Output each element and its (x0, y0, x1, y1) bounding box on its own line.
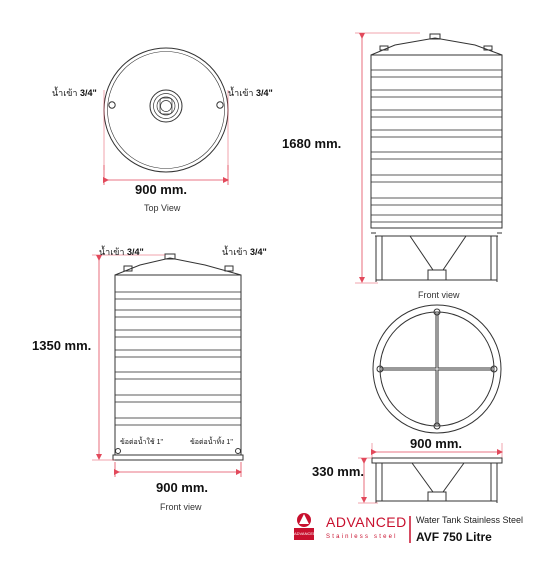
top-view-drawing (104, 48, 228, 172)
front-view-width-label: 900 mm. (156, 480, 209, 495)
front-view-caption: Front view (160, 502, 202, 512)
tank-band (115, 418, 241, 425)
front-view-height-dimension (92, 255, 165, 460)
stand-front-drawing (372, 458, 502, 503)
tank-band (115, 330, 241, 337)
tank-band (371, 110, 502, 117)
tank-band (115, 292, 241, 299)
front-view-stand-drawing (371, 34, 502, 282)
front-view-rings (115, 292, 241, 425)
top-view-caption: Top View (144, 203, 181, 213)
tank-band (371, 90, 502, 97)
stand-top-view-drawing (373, 305, 501, 433)
stand-height-label: 330 mm. (312, 464, 365, 479)
top-view-width-dimension (104, 90, 228, 185)
front-view-inlet-right-size: 3/4" (250, 247, 267, 257)
front-view-inlet-left-label (99, 245, 144, 259)
front-view-inlet-left-text: น้ำเข้า (99, 247, 125, 257)
brand-logo-text: ADVANCED (294, 531, 316, 536)
stand-width-label: 900 mm. (410, 436, 463, 451)
front-view-height-label: 1350 mm. (32, 338, 92, 353)
front-view-inlet-right-label (222, 245, 267, 259)
top-view-inlet-right-size: 3/4" (256, 88, 273, 98)
brand-subtitle: Stainless steel (326, 534, 398, 540)
tank-band (371, 175, 502, 182)
tank-band (371, 70, 502, 77)
top-view-inlet-left-text: น้ำเข้า (52, 88, 78, 98)
front-view-width-dimension (115, 462, 241, 477)
top-view-width-label: 900 mm. (135, 182, 188, 197)
product-model: AVF 750 Litre (416, 530, 492, 544)
tank-band (115, 350, 241, 357)
tank-band (371, 215, 502, 222)
top-view-inlet-left-label (52, 86, 97, 100)
brand-name: ADVANCED (326, 514, 407, 530)
front-view-stand-height-dimension (355, 33, 420, 283)
front-view-stand-height-label: 1680 mm. (282, 136, 342, 151)
product-line: Water Tank Stainless Steel (416, 515, 524, 525)
top-view-inlet-right-text: น้ำเข้า (228, 88, 254, 98)
tank-band (371, 130, 502, 137)
front-view-stand-rings (371, 70, 502, 222)
front-view-inlet-right-text: น้ำเข้า (222, 247, 248, 257)
front-view-inlet-left-size: 3/4" (127, 247, 144, 257)
front-view-outlet-right-label: ข้อต่อน้ำทิ้ง 1" (190, 439, 233, 446)
top-view-inlet-left-size: 3/4" (80, 88, 97, 98)
tank-band (115, 372, 241, 379)
tank-band (115, 310, 241, 317)
tank-band (115, 395, 241, 402)
front-view-stand-caption: Front view (418, 290, 460, 300)
tank-band (371, 152, 502, 159)
front-view-outlet-left-label: ข้อต่อน้ำใช้ 1" (120, 439, 163, 446)
top-view-inlet-right-label (228, 86, 273, 100)
tank-band (371, 198, 502, 205)
